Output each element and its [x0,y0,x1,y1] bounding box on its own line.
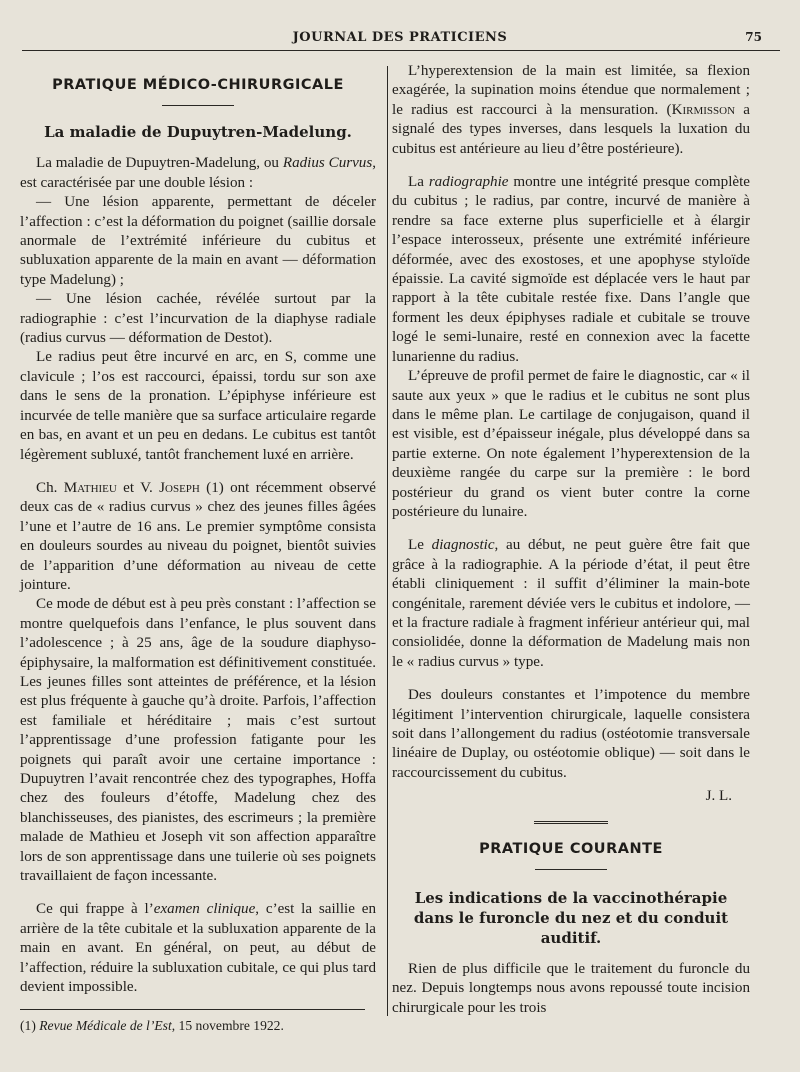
running-title: JOURNAL DES PRATICIENS [292,30,508,45]
footnote: (1) Revue Médicale de l’Est, 15 novembre 1922. [20,1018,284,1034]
paragraph: Des douleurs constantes et l’impotence du membre légitiment l’intervention chirurgicale, laquelle consistera soit dans l’allongement du radius (ostéotomie transversale linéaire de Duplay, ou ostéotomie oblique) — soit dans le raccourcissement du cubitus. [392,687,750,781]
article-title-vaccinotherapie: Les indications de la vaccinothérapie dans le furoncle du nez et du conduit auditif. [413,889,729,948]
page-number: 75 [745,30,762,44]
paragraph: Le radius peut être incurvé en arc, en S, comme une clavicule ; l’os est raccourci, épaissi, tordu sur son axe dans le sens de la pronation. L’épiphyse inférieure est incurvée de telle manière que sa surface articulaire regarde en bas, en avant et un peu en dedans. Le cubitus est tantôt légèrement subluxé, tantôt franchement luxé en arrière. [20,349,376,463]
section-double-rule [534,821,608,824]
paragraph: La radiographie montre une intégrité presque complète du cubitus ; le radius, par contre, incurvé de manière à rendre sa face externe plus superficielle et à élargir l’espace interosseux, présente une extrémité inférieure déformée, avec des exostoses, et une apophyse styloïde épaissie. La cavité sigmoïde est déplacée vers le haut par rapport à la tête cubitale restée fixe. Dans l’angle que forment les deux épiphyses radiale et cubitale se trouve logé le semi-lunaire, resté en connexion avec la facette lunarienne du radius. [392,174,750,365]
section-rule [535,869,607,870]
paragraph: L’hyperextension de la main est limitée, sa flexion exagérée, la supination moins étendue que normalement ; le radius est raccourci à la mensuration. (Kirmisson a signalé des types inverses, dans lesquels la luxation du cubitus est antérieure au lieu d’être postérieure). [392,63,750,157]
footnote-rule [20,1009,365,1010]
paragraph: Rien de plus difficile que le traitement du furoncle du nez. Depuis longtemps nous avons repoussé toute incision chirurgicale pour les trois [392,961,750,1016]
paragraph: — Une lésion apparente, permettant de déceler l’affection : c’est la déformation du poignet (saillie dorsale anormale de l’extrémité inférieure du cubitus et subluxation apparente de la main en avant — déformation type Madelung) ; [20,194,376,288]
paragraph: Le diagnostic, au début, ne peut guère être fait que grâce à la radiographie. A la période d’état, il peut être établi cliniquement : il suffit d’éliminer la main-bote congénitale, rarement déviée vers le cubitus et indolore, — et la fracture radiale à fragment inférieur antérieur qui, mal consiolidée, donne la déformation de Madelung mais non le « radius curvus » type. [392,537,750,670]
paragraph: L’épreuve de profil permet de faire le diagnostic, car « il saute aux yeux » que le radius et le cubitus ne sont plus dans le même plan. Le cartilage de conjugaison, quand il est visible, est d’épaisseur inégale, plus développé dans sa partie externe. On note également l’hyperextension de la deuxième rangée du carpe sur la première : le bord postérieur du grand os vient buter contre la corne postérieure du lunaire. [392,368,750,520]
column-rule [387,66,388,1016]
paragraph: Ce qui frappe à l’examen clinique, c’est la saillie en arrière de la tête cubitale et la subluxation apparente de la main en avant. En général, on peut, au début de l’affection, réduire la subluxation cubitale, ce qui plus tard devient impossible. [20,901,376,996]
signature: J. L. [705,788,732,805]
paragraph: Ch. Mathieu et V. Joseph (1) ont récemment observé deux cas de « radius curvus » chez des jeunes filles âgées l’une et l’autre de 16 ans. Le premier symptôme consista en douleurs sourdes au niveau du poignet, bientôt suivies de l’apparition d’une déformation au niveau de cette jointure. [20,479,376,593]
paragraph: — Une lésion cachée, révélée surtout par la radiographie : c’est l’incurvation de la diaphyse radiale (radius curvus — déformation de Destot). [20,291,376,347]
section-rule [162,105,234,106]
right-column [392,62,750,1018]
header-rule [22,50,780,51]
article-title-dupuytren: La maladie de Dupuytren-Madelung. [44,123,352,142]
paragraph: La maladie de Dupuytren-Madelung, ou Radius Curvus, est caractérisée par une double lésion : [20,155,377,191]
page-header [30,30,770,50]
section-title-pratique-courante: PRATIQUE COURANTE [479,840,663,857]
left-column [20,62,376,1036]
section-title-medico-chirurgicale: PRATIQUE MÉDICO-CHIRURGICALE [52,77,344,93]
paragraph: Ce mode de début est à peu près constant : l’affection se montre quelquefois dans l’enfance, le plus souvent dans l’adolescence ; à 25 ans, âge de la soudure diaphyso-épiphysaire, la malformation est définitivement constituée. Les jeunes filles sont atteintes de préférence, et la lésion est plus fréquente à gauche qu’à droite. Parfois, l’affection est familiale et héréditaire ; mais c’est surtout l’apprentissage d’une profession fatigante pour les poignets qui paraît avoir une certaine importance : Dupuytren l’avait rencontrée chez des typographes, Hoffa chez des fouleurs d’étoffe, Madelung chez des blanchisseuses, des pianistes, des escrimeurs ; la première malade de Mathieu et Joseph vit son affection apparaître lors de son apprentissage dans une tuilerie où ses poignets travaillaient de façon incessante. [20,596,376,885]
